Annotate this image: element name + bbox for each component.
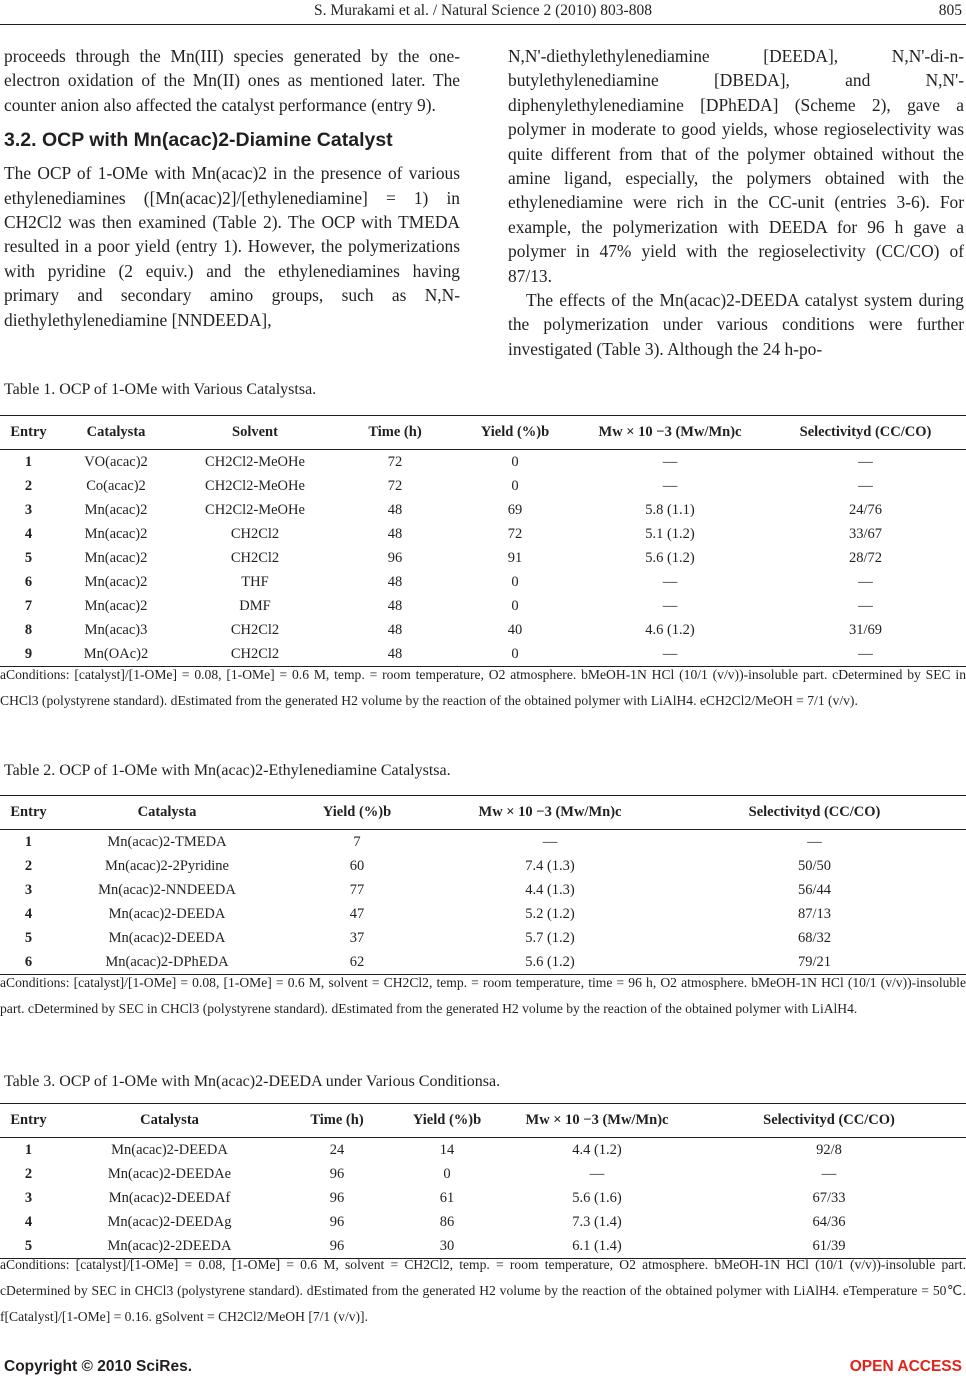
table1-header-row — [0, 416, 966, 450]
table1-caption: Table 1. OCP of 1-OMe with Various Catalystsa. — [4, 381, 317, 398]
table1 — [0, 415, 966, 667]
table3-cell: Mn(acac)2-2DEEDA — [57, 1234, 282, 1259]
section-heading: 3.2. OCP with Mn(acac)2-Diamine Catalyst — [4, 129, 393, 152]
table1-row — [0, 450, 966, 475]
table1-cell: — — [858, 477, 873, 494]
table3 — [0, 1103, 966, 1259]
table3-row — [0, 1210, 966, 1234]
table1-cell: — — [662, 477, 678, 494]
table2-header-catalyst: Catalysta — [57, 796, 277, 830]
table2-cell: 5 — [24, 929, 33, 946]
table1-cell: 4.6 (1.2) — [645, 621, 695, 638]
table3-cell: 96 — [329, 1165, 345, 1182]
table1-cell: — — [858, 453, 873, 470]
table2-header-row — [0, 796, 966, 830]
table3-cell: 5 — [0, 1234, 57, 1259]
table1-cell: — — [858, 573, 873, 590]
table1-cell: — — [765, 642, 966, 667]
table1-cell: 28/72 — [848, 549, 883, 566]
table2-cell: 5.2 (1.2) — [525, 905, 575, 922]
table2-cell: 2 — [24, 857, 33, 874]
table1-row — [0, 498, 966, 522]
table3-header-entry: Entry — [0, 1104, 57, 1138]
table3-cell: 1 — [24, 1141, 33, 1158]
table1-header-mw: Mw × 10 −3 (Mw/Mn)c — [575, 416, 765, 450]
table1-cell: 1 — [24, 453, 33, 470]
table3-header-time: Time (h) — [282, 1104, 392, 1138]
table2-cell: 77 — [349, 881, 365, 898]
table3-cell: 24 — [329, 1141, 345, 1158]
table1-cell: 5.1 (1.2) — [645, 525, 695, 542]
table2-cell: 60 — [349, 857, 365, 874]
page-number: 805 — [938, 2, 962, 19]
table3-cell: Mn(acac)2-DEEDA — [111, 1141, 228, 1158]
table2-row — [0, 830, 966, 855]
table1-cell: VO(acac)2 — [84, 453, 148, 470]
table1-cell: THF — [241, 573, 269, 590]
table1-row — [0, 570, 966, 594]
table3-cell: 61/39 — [692, 1234, 966, 1259]
table1-cell: 72 — [507, 525, 523, 542]
table1-cell: 0 — [455, 642, 575, 667]
table3-cell: 5.6 (1.6) — [572, 1189, 622, 1206]
table2-cell: 56/44 — [797, 881, 832, 898]
table1-cell: 0 — [511, 453, 519, 470]
table2-cell: 50/50 — [797, 857, 832, 874]
table2-cell: Mn(acac)2-NNDEEDA — [98, 881, 236, 898]
table3-row — [0, 1162, 966, 1186]
table2-cell: 1 — [24, 833, 33, 850]
table2-cell: 4 — [24, 905, 33, 922]
table3-row — [0, 1186, 966, 1210]
table2-row — [0, 854, 966, 878]
table2-header-yield: Yield (%)b — [277, 796, 437, 830]
right-column — [508, 44, 964, 361]
table1-row — [0, 594, 966, 618]
table1-cell: Co(acac)2 — [86, 477, 146, 494]
table2-cell: — — [542, 833, 558, 850]
table3-header-selectivity: Selectivityd (CC/CO) — [692, 1104, 966, 1138]
table2-row — [0, 926, 966, 950]
table1-cell: 31/69 — [848, 621, 883, 638]
table1-cell: 72 — [387, 453, 403, 470]
table3-cell: — — [821, 1165, 837, 1182]
table2-cell: Mn(acac)2-TMEDA — [107, 833, 227, 850]
table1-cell: 5.6 (1.2) — [645, 549, 695, 566]
table1-cell: 33/67 — [848, 525, 883, 542]
table2-cell: 47 — [349, 905, 365, 922]
left-paragraph-1: proceeds through the Mn(III) species generated by the one-electron oxidation of the Mn(II) ones as mentioned later. The counter anion also affected the catalyst performance (entry 9). — [4, 46, 460, 115]
table3-header-mw: Mw × 10 −3 (Mw/Mn)c — [502, 1104, 692, 1138]
table1-cell: 9 — [0, 642, 57, 667]
table3-header-row — [0, 1104, 966, 1138]
table3-caption: Table 3. OCP of 1-OMe with Mn(acac)2-DEEDA under Various Conditionsa. — [4, 1073, 501, 1090]
table2-cell: 5.7 (1.2) — [525, 929, 575, 946]
table2-footnote: aConditions: [catalyst]/[1-OMe] = 0.08, [1-OMe] = 0.6 M, solvent = CH2Cl2, temp. = room temperature, time = 96 h, O2 atmosphere. bMeOH-1N HCl (10/1 (v/v))-insoluble part. cDetermined by SEC in CHCl3 (polystyrene standard). dEstimated from the generated H2 volume by the reaction of the obtained polymer with LiAlH4. — [0, 975, 966, 1016]
table1-cell: DMF — [239, 597, 271, 614]
running-header — [0, 2, 966, 24]
table1-cell: 69 — [507, 501, 523, 518]
table1-cell: 0 — [511, 573, 519, 590]
table2-row — [0, 902, 966, 926]
table2 — [0, 795, 966, 975]
table3-cell: 4.4 (1.2) — [572, 1141, 622, 1158]
table1-cell: CH2Cl2-MeOHe — [205, 477, 305, 494]
table3-header-yield: Yield (%)b — [392, 1104, 502, 1138]
table3-cell: 3 — [24, 1189, 33, 1206]
table1-cell: 6 — [24, 573, 33, 590]
table1-cell: — — [662, 597, 678, 614]
table1-cell: 48 — [387, 525, 403, 542]
table1-header-entry: Entry — [0, 416, 57, 450]
table2-header-entry: Entry — [0, 796, 57, 830]
table2-cell: Mn(acac)2-DPhEDA — [57, 950, 277, 975]
table1-header-solvent: Solvent — [175, 416, 335, 450]
table1-header-selectivity: Selectivityd (CC/CO) — [765, 416, 966, 450]
table1-cell: 0 — [511, 597, 519, 614]
table2-row — [0, 878, 966, 902]
table3-cell: Mn(acac)2-DEEDAg — [107, 1213, 232, 1230]
table1-cell: 0 — [511, 477, 519, 494]
page-footer — [4, 1358, 962, 1376]
table2-cell: Mn(acac)2-2Pyridine — [104, 857, 229, 874]
header-rule — [0, 24, 966, 25]
table1-row — [0, 618, 966, 642]
table3-cell: 2 — [24, 1165, 33, 1182]
left-paragraph-2: The OCP of 1-OMe with Mn(acac)2 in the presence of various ethylenediamines ([Mn(acac)2]/[ethylenediamine] = 1) in CH2Cl2 was then examined (Table 2). The OCP with TMEDA resulted in a poor yield (entry 1). However, the polymerizations with pyridine (2 equiv.) and the ethylenediamines having primary and secondary amino groups, such as N,N-diethylethylenediamine [NNDEEDA], — [4, 163, 460, 330]
table3-cell: 96 — [282, 1234, 392, 1259]
table1-cell: 72 — [387, 477, 403, 494]
table3-footnote: aConditions: [catalyst]/[1-OMe] = 0.08, [1-OMe] = 0.6 M, solvent = CH2Cl2, temp. = room temperature, O2 atmosphere. bMeOH-1N HCl (10/1 (v/v))-insoluble part. cDetermined by SEC in CHCl3 (polystyrene standard). dEstimated from the generated H2 volume by the reaction of the obtained polymer with LiAlH4. eTemperature = 50℃. f[Catalyst]/[1-OMe] = 0.16. gSolvent = CH2Cl2/MeOH [7/1 (v/v)]. — [0, 1257, 966, 1324]
running-title: S. Murakami et al. / Natural Science 2 (2010) 803-808 — [314, 2, 652, 19]
table1-row — [0, 474, 966, 498]
table3-cell: — — [589, 1165, 605, 1182]
table1-cell: — — [575, 642, 765, 667]
table1-cell: 7 — [24, 597, 33, 614]
table3-cell: 64/36 — [812, 1213, 846, 1230]
table2-cell: 7.4 (1.3) — [525, 857, 575, 874]
table3-cell: 92/8 — [816, 1141, 842, 1158]
table3-cell: 6.1 (1.4) — [502, 1234, 692, 1259]
table1-cell: — — [662, 453, 678, 470]
table1-cell: 24/76 — [848, 501, 883, 518]
table2-caption: Table 2. OCP of 1-OMe with Mn(acac)2-Ethylenediamine Catalystsa. — [4, 762, 451, 779]
table1-cell: — — [858, 597, 873, 614]
table2-cell: 68/32 — [797, 929, 832, 946]
table3-cell: 67/33 — [812, 1189, 846, 1206]
table1-cell: CH2Cl2 — [230, 621, 280, 638]
table1-cell: CH2Cl2 — [230, 525, 280, 542]
table3-cell: 61 — [439, 1189, 455, 1206]
right-paragraph-1: N,N'-diethylethylenediamine [DEEDA], N,N'-di-n-butylethylenediamine [DBEDA], and N,N'-diphenylethylenediamine [DPhEDA] (Scheme 2), gave a polymer in moderate to good yields, whose regioselectivity was quite different from that of the polymer obtained without the amine ligand, especially, the polymers obtained with the ethylenediamine were rich in the CC-unit (entries 3-6). For example, the polymerization with DEEDA for 96 h gave a polymer in 47% yield with the regioselectivity (CC/CO) of 87/13. — [508, 46, 964, 286]
table1-cell: 91 — [507, 549, 523, 566]
table1-cell: 48 — [335, 642, 455, 667]
table2-cell: 6 — [0, 950, 57, 975]
table1-cell: 5 — [24, 549, 33, 566]
left-column — [4, 44, 460, 332]
table3-cell: 14 — [439, 1141, 455, 1158]
table1-row — [0, 546, 966, 570]
table3-cell: 96 — [329, 1189, 345, 1206]
table2-cell: Mn(acac)2-DEEDA — [108, 905, 226, 922]
table3-cell: 7.3 (1.4) — [572, 1213, 622, 1230]
table2-cell: 62 — [277, 950, 437, 975]
table3-row — [0, 1138, 966, 1163]
table3-cell: 4 — [24, 1213, 33, 1230]
table2-cell: 79/21 — [663, 950, 966, 975]
table1-header-yield: Yield (%)b — [455, 416, 575, 450]
table1-cell: 5.8 (1.1) — [645, 501, 695, 518]
table1-cell: 3 — [24, 501, 33, 518]
table1-cell: 48 — [387, 501, 403, 518]
table2-cell: 3 — [24, 881, 33, 898]
table2-cell: 4.4 (1.3) — [525, 881, 575, 898]
open-access-label: OPEN ACCESS — [849, 1358, 962, 1375]
table2-header-mw: Mw × 10 −3 (Mw/Mn)c — [437, 796, 663, 830]
table1-cell: 96 — [387, 549, 403, 566]
table1-cell: Mn(acac)2 — [84, 501, 148, 518]
table1-cell: Mn(acac)2 — [84, 573, 148, 590]
copyright-notice: Copyright © 2010 SciRes. — [4, 1358, 193, 1375]
table1-cell: 8 — [24, 621, 33, 638]
table1-cell: Mn(acac)2 — [84, 597, 148, 614]
table2-cell: 87/13 — [797, 905, 832, 922]
table3-cell: Mn(acac)2-DEEDAe — [107, 1165, 232, 1182]
table3-header-catalyst: Catalysta — [57, 1104, 282, 1138]
table1-cell: Mn(OAc)2 — [57, 642, 175, 667]
table1-cell: 48 — [387, 597, 403, 614]
table1-header-catalyst: Catalysta — [57, 416, 175, 450]
table1-cell: Mn(acac)2 — [84, 525, 148, 542]
table1-cell: Mn(acac)2 — [84, 549, 148, 566]
right-paragraph-2: The effects of the Mn(acac)2-DEEDA catalyst system during the polymerization under various conditions were further investigated (Table 3). Although the 24 h-po- — [508, 290, 964, 359]
table1-row — [0, 522, 966, 546]
table2-cell: 37 — [349, 929, 365, 946]
table1-header-time: Time (h) — [335, 416, 455, 450]
table1-cell: CH2Cl2 — [175, 642, 335, 667]
table2-cell: 5.6 (1.2) — [437, 950, 663, 975]
table1-cell: CH2Cl2-MeOHe — [205, 501, 305, 518]
table1-cell: 40 — [507, 621, 523, 638]
table3-cell: 0 — [443, 1165, 451, 1182]
table1-cell: — — [662, 573, 678, 590]
table3-cell: Mn(acac)2-DEEDAf — [108, 1189, 231, 1206]
table1-cell: Mn(acac)3 — [84, 621, 148, 638]
table2-cell: Mn(acac)2-DEEDA — [108, 929, 226, 946]
table3-cell: 30 — [392, 1234, 502, 1259]
table1-cell: 4 — [24, 525, 33, 542]
table1-cell: CH2Cl2-MeOHe — [205, 453, 305, 470]
table3-cell: 86 — [439, 1213, 455, 1230]
table1-footnote: aConditions: [catalyst]/[1-OMe] = 0.08, [1-OMe] = 0.6 M, temp. = room temperature, O2 atmosphere. bMeOH-1N HCl (10/1 (v/v))-insoluble part. cDetermined by SEC in CHCl3 (polystyrene standard). dEstimated from the generated H2 volume by the reaction of the obtained polymer with LiAlH4. eCH2Cl2/MeOH = 7/1 (v/v). — [0, 667, 966, 708]
table3-cell: 96 — [329, 1213, 345, 1230]
table1-cell: CH2Cl2 — [230, 549, 280, 566]
table2-cell: 7 — [353, 833, 361, 850]
table2-header-selectivity: Selectivityd (CC/CO) — [663, 796, 966, 830]
table1-cell: 48 — [387, 621, 403, 638]
table1-cell: 2 — [24, 477, 33, 494]
table2-cell: — — [807, 833, 822, 850]
table1-cell: 48 — [387, 573, 403, 590]
